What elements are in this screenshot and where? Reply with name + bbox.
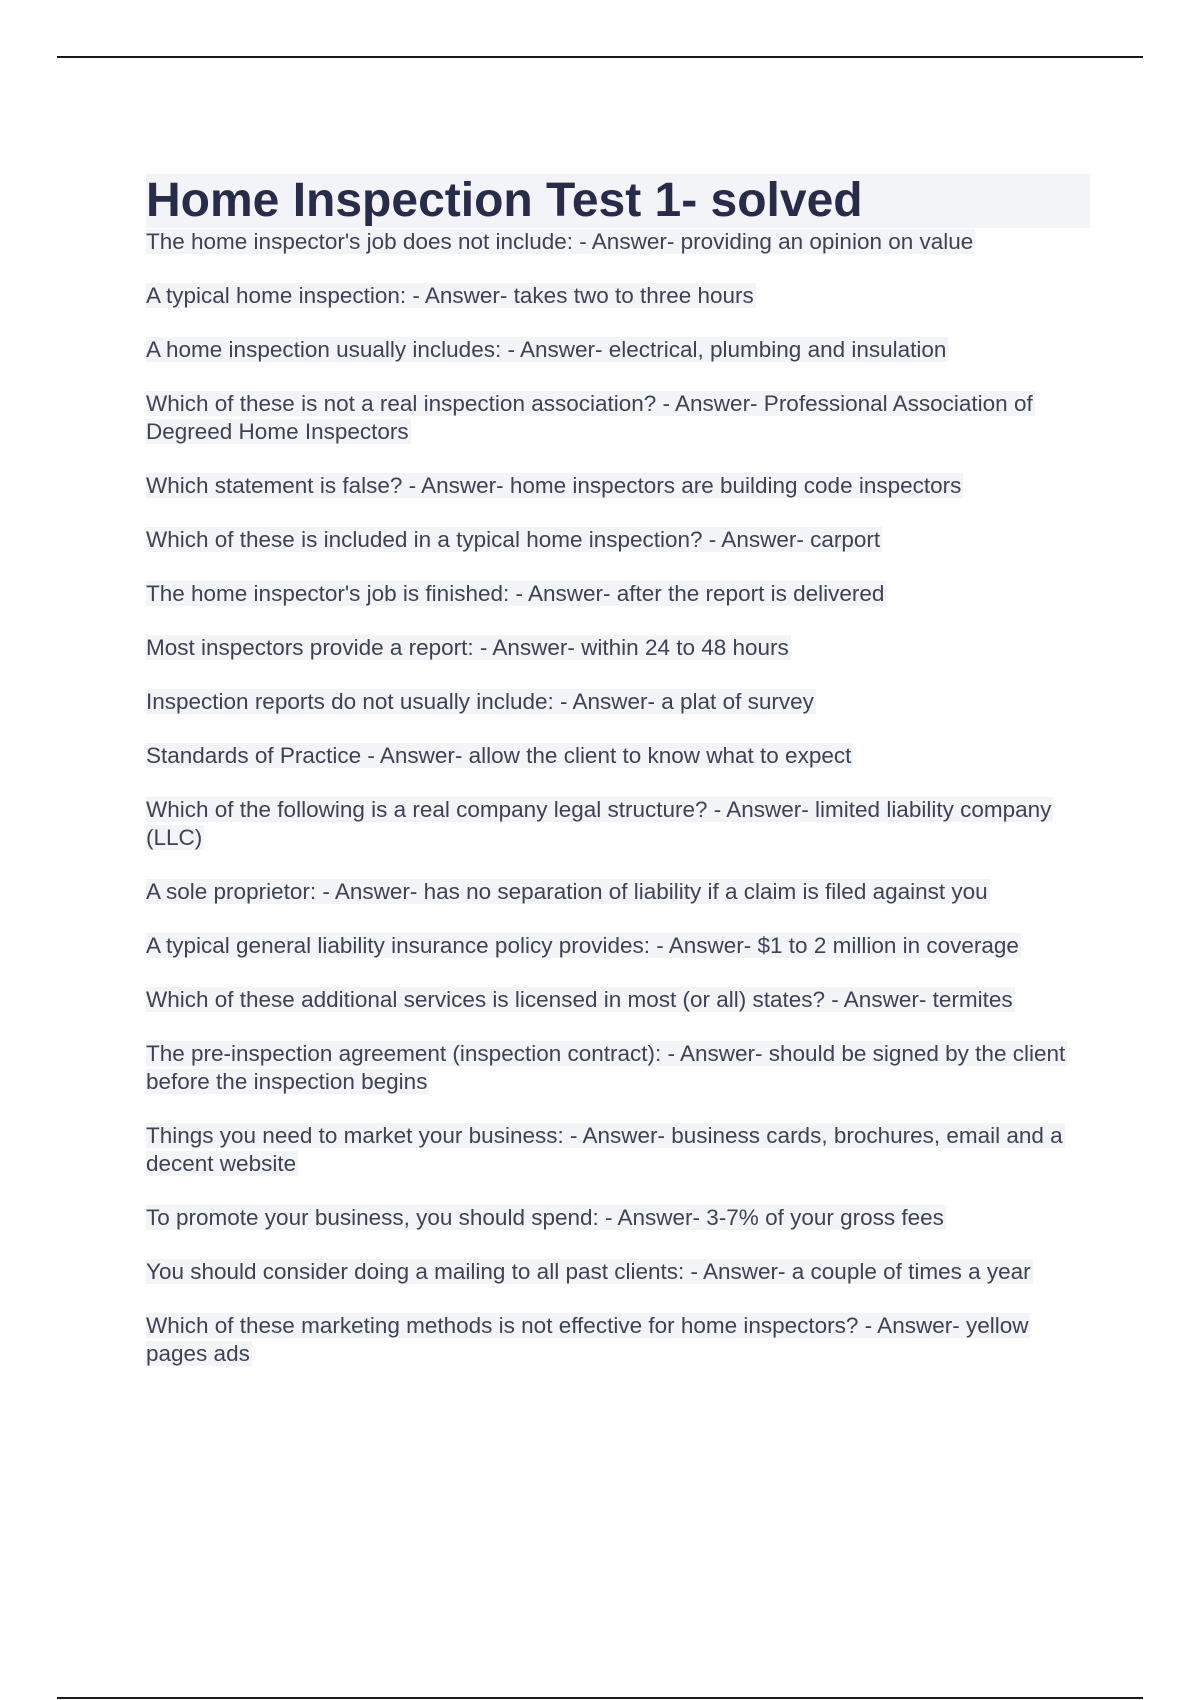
qa-item: Which of these is included in a typical home inspection? - Answer- carport: [146, 527, 881, 552]
top-rule: [57, 56, 1143, 58]
qa-item: Which of these is not a real inspection association? - Answer- Professional Association of Degreed Home Inspectors: [146, 391, 1033, 444]
qa-item: Inspection reports do not usually include: - Answer- a plat of survey: [146, 689, 814, 714]
qa-item: The home inspector's job is finished: - Answer- after the report is delivered: [146, 581, 885, 606]
qa-item: Which of these additional services is licensed in most (or all) states? - Answer- termites: [146, 987, 1013, 1012]
qa-item: A typical general liability insurance policy provides: - Answer- $1 to 2 million in coverage: [146, 933, 1019, 958]
qa-item: Most inspectors provide a report: - Answer- within 24 to 48 hours: [146, 635, 789, 660]
document-body: [146, 174, 1090, 1394]
qa-item: Which statement is false? - Answer- home inspectors are building code inspectors: [146, 473, 962, 498]
qa-item: A home inspection usually includes: - Answer- electrical, plumbing and insulation: [146, 337, 947, 362]
question-answer-list: [146, 228, 1090, 1368]
qa-item: Which of these marketing methods is not effective for home inspectors? - Answer- yellow pages ads: [146, 1313, 1029, 1366]
qa-item: The home inspector's job does not include: - Answer- providing an opinion on value: [146, 229, 974, 254]
qa-item: The pre-inspection agreement (inspection contract): - Answer- should be signed by the client before the inspection begins: [146, 1041, 1066, 1094]
bottom-rule: [57, 1697, 1143, 1699]
qa-item: A sole proprietor: - Answer- has no separation of liability if a claim is filed against you: [146, 879, 988, 904]
qa-item: You should consider doing a mailing to all past clients: - Answer- a couple of times a year: [146, 1259, 1031, 1284]
page-title: Home Inspection Test 1- solved: [146, 174, 1090, 228]
qa-item: Standards of Practice - Answer- allow the client to know what to expect: [146, 743, 852, 768]
qa-item: To promote your business, you should spend: - Answer- 3-7% of your gross fees: [146, 1205, 944, 1230]
qa-item: Things you need to market your business: - Answer- business cards, brochures, email and a decent website: [146, 1123, 1063, 1176]
qa-item: A typical home inspection: - Answer- takes two to three hours: [146, 283, 754, 308]
qa-item: Which of the following is a real company legal structure? - Answer- limited liability company (LLC): [146, 797, 1052, 850]
